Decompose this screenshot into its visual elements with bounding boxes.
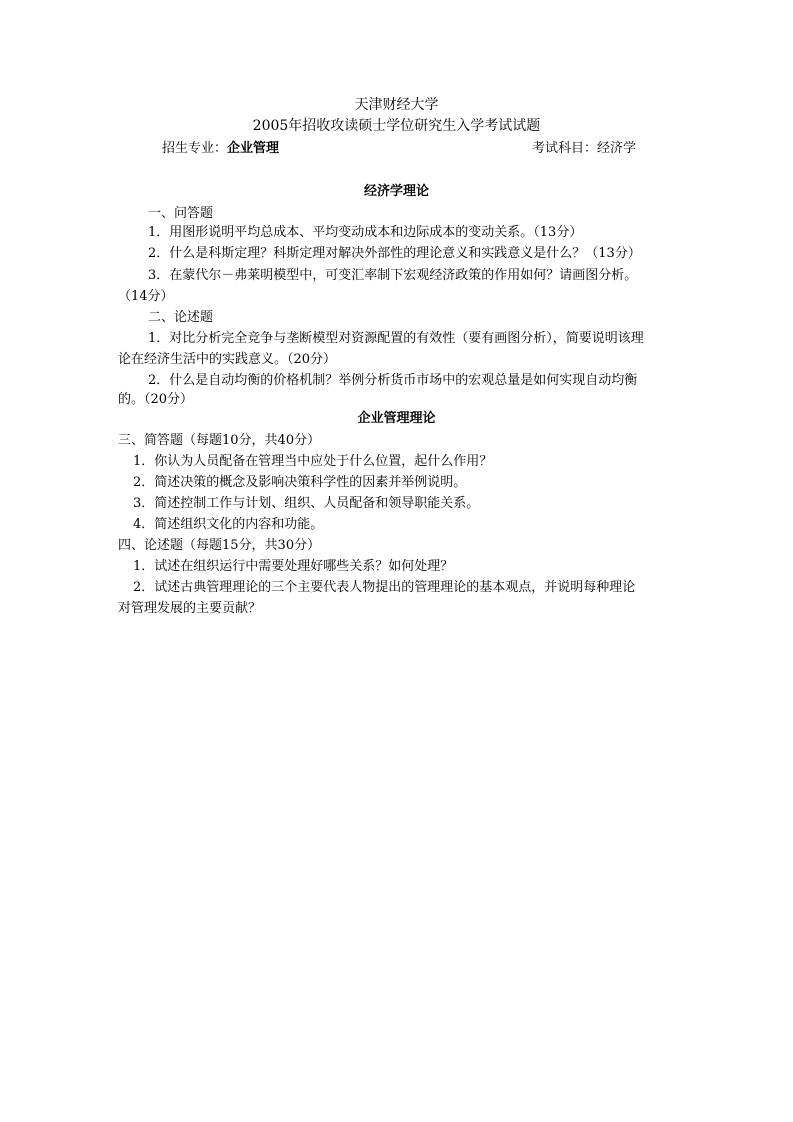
- major-line: [162, 141, 279, 157]
- question-item-continued: （14分）: [118, 289, 174, 304]
- subject-line: 考试科目：经济学: [532, 141, 637, 156]
- major-value: 企业管理: [227, 141, 280, 156]
- question-item: 3．简述控制工作与计划、组织、人员配备和领导职能关系。: [133, 496, 480, 511]
- question-item: 4．简述组织文化的内容和功能。: [133, 517, 324, 532]
- part4-heading: 四、论述题（每题15分，共30分）: [118, 538, 321, 553]
- part3-heading: 三、简答题（每题10分，共40分）: [118, 433, 321, 448]
- question-item: 1．对比分析完全竞争与垄断模型对资源配置的有效性（要有画图分析），简要说明该理: [148, 331, 644, 346]
- question-item-continued: 论在经济生活中的实践意义。（20分）: [118, 352, 337, 367]
- major-label: 招生专业：: [162, 141, 228, 156]
- question-item: 2．简述决策的概念及影响决策科学性的因素并举例说明。: [133, 475, 467, 490]
- question-item: 2．试述古典管理理论的三个主要代表人物提出的管理理论的基本观点，并说明每种理论: [133, 580, 636, 595]
- question-item: 3．在蒙代尔－弗莱明模型中，可变汇率制下宏观经济政策的作用如何？请画图分析。: [148, 268, 638, 283]
- question-item-continued: 的。（20分）: [118, 392, 194, 407]
- question-item: 2．什么是科斯定理？科斯定理对解决外部性的理论意义和实践意义是什么？（13分）: [148, 246, 641, 261]
- question-item: 1．用图形说明平均总成本、平均变动成本和边际成本的变动关系。（13分）: [148, 225, 583, 240]
- section-title-management: 企业管理理论: [357, 411, 436, 426]
- question-item: 2．什么是自动均衡的价格机制？举例分析货币市场中的宏观总量是如何实现自动均衡: [148, 373, 638, 388]
- university-name: 天津财经大学: [354, 97, 439, 113]
- section-title-economics: 经济学理论: [363, 184, 429, 199]
- part1-heading: 一、问答题: [148, 206, 214, 221]
- question-item-continued: 对管理发展的主要贡献？: [118, 601, 262, 616]
- question-item: 1．你认为人员配备在管理当中应处于什么位置，起什么作用？: [133, 454, 493, 469]
- part2-heading: 二、论述题: [148, 310, 214, 325]
- question-item: 1．试述在组织运行中需要处理好哪些关系？如何处理？: [133, 559, 454, 574]
- exam-title: 2005年招收攻读硕士学位研究生入学考试试题: [252, 118, 541, 134]
